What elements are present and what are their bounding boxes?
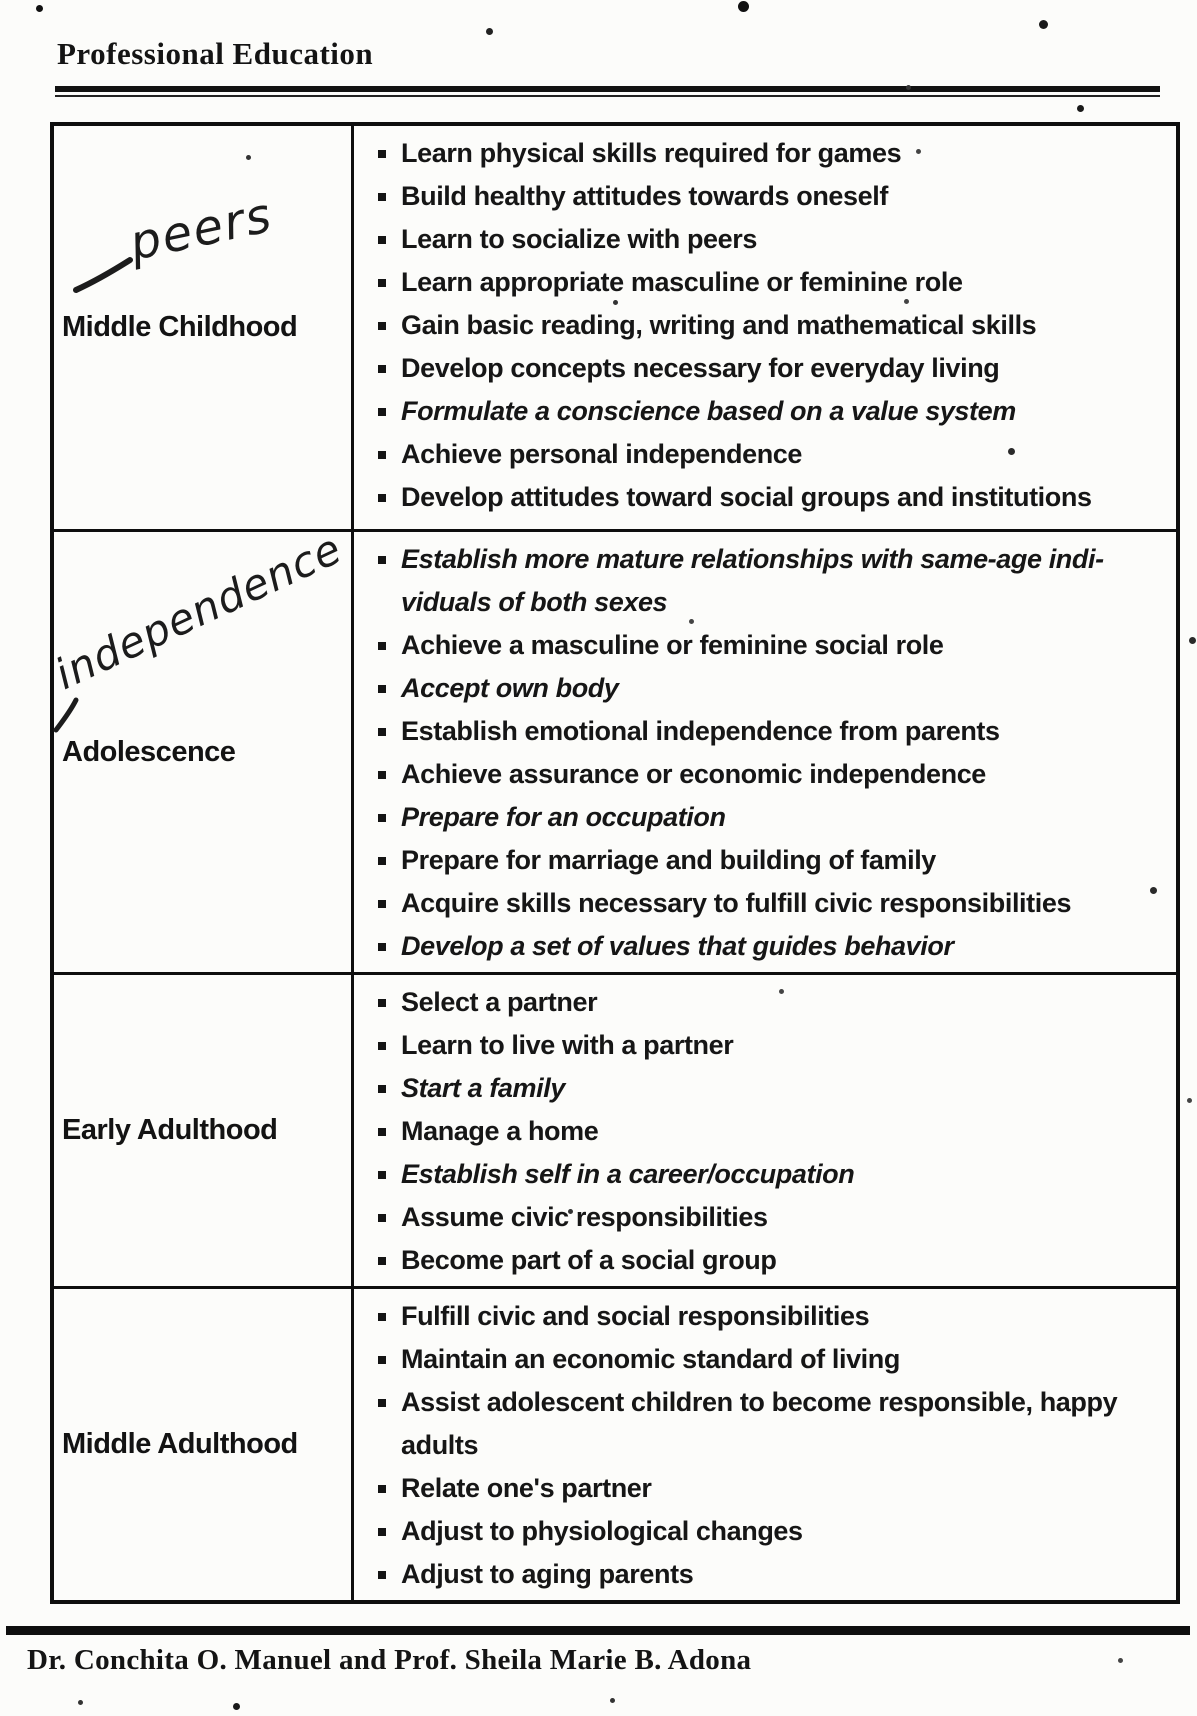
- bullet-square-icon: [378, 150, 386, 158]
- task-text: Adjust to physiological changes: [401, 1516, 803, 1546]
- task-item: [378, 796, 1166, 839]
- handwritten-peers-text: peers: [124, 186, 278, 272]
- task-item: [378, 1196, 1166, 1239]
- task-text: Achieve personal independence: [401, 439, 803, 469]
- task-item: [378, 1024, 1166, 1067]
- task-item: [378, 710, 1166, 753]
- bullet-square-icon: [378, 236, 386, 244]
- bullet-square-icon: [378, 1485, 386, 1493]
- task-item: [378, 1553, 1166, 1596]
- task-text: Adjust to aging parents: [401, 1559, 694, 1589]
- task-text: Fulfill civic and social responsibilities: [401, 1301, 870, 1331]
- bullet-square-icon: [378, 685, 386, 693]
- bullet-square-icon: [378, 322, 386, 330]
- task-text: Maintain an economic standard of living: [401, 1344, 900, 1374]
- task-item: [378, 1110, 1166, 1153]
- task-item: [378, 261, 1166, 304]
- bullet-square-icon: [378, 1214, 386, 1222]
- task-text: Start a family: [401, 1073, 565, 1103]
- task-text: Acquire skills necessary to fulfill civic responsibilities: [401, 888, 1072, 918]
- bullet-square-icon: [378, 814, 386, 822]
- table-row: [54, 972, 1176, 1286]
- footer-rule: [6, 1626, 1190, 1635]
- bullet-square-icon: [378, 900, 386, 908]
- task-item: [378, 476, 1166, 519]
- task-text: Develop concepts necessary for everyday living: [401, 353, 1000, 383]
- tasks-list: [378, 981, 1166, 1282]
- task-text: Establish self in a career/occupation: [401, 1159, 855, 1189]
- bullet-square-icon: [378, 1257, 386, 1265]
- stage-cell: [54, 975, 354, 1286]
- task-text: Relate one's partner: [401, 1473, 652, 1503]
- task-item: [378, 1338, 1166, 1381]
- tasks-cell: [354, 975, 1176, 1286]
- bullet-square-icon: [378, 943, 386, 951]
- bullet-square-icon: [378, 642, 386, 650]
- stage-cell: [54, 1289, 354, 1600]
- task-item: [378, 981, 1166, 1024]
- bullet-square-icon: [378, 193, 386, 201]
- bullet-square-icon: [378, 771, 386, 779]
- bullet-square-icon: [378, 857, 386, 865]
- task-item: [378, 882, 1166, 925]
- bullet-square-icon: [378, 1399, 386, 1407]
- bullet-square-icon: [378, 556, 386, 564]
- task-text: Manage a home: [401, 1116, 599, 1146]
- bullet-square-icon: [378, 494, 386, 502]
- task-text: Accept own body: [401, 673, 619, 703]
- task-text: Establish more mature relationships with same-age indi-viduals of both sexes: [401, 544, 1104, 617]
- tasks-list: [378, 538, 1166, 968]
- task-text: Learn physical skills required for games: [401, 138, 902, 168]
- bullet-square-icon: [378, 451, 386, 459]
- task-item: [378, 1295, 1166, 1338]
- stage-cell: [54, 532, 354, 972]
- stage-cell: [54, 126, 354, 529]
- task-text: Develop attitudes toward social groups and institutions: [401, 482, 1092, 512]
- tasks-cell: [354, 1289, 1176, 1600]
- scan-noise-specks: [0, 0, 5, 5]
- table-row: [54, 1286, 1176, 1600]
- page-title: Professional Education: [57, 36, 374, 71]
- task-text: Assume civic responsibilities: [401, 1202, 768, 1232]
- bullet-square-icon: [378, 1313, 386, 1321]
- task-item: [378, 1467, 1166, 1510]
- header-rule-thin: [55, 95, 1160, 97]
- bullet-square-icon: [378, 365, 386, 373]
- header-rule-thick: [55, 86, 1160, 92]
- bullet-square-icon: [378, 1571, 386, 1579]
- task-text: Learn to live with a partner: [401, 1030, 734, 1060]
- bullet-square-icon: [378, 1528, 386, 1536]
- task-item: [378, 218, 1166, 261]
- bullet-square-icon: [378, 408, 386, 416]
- header-rule: [55, 86, 1160, 97]
- stage-label: Middle Childhood: [62, 311, 298, 344]
- task-item: [378, 347, 1166, 390]
- task-item: [378, 1153, 1166, 1196]
- task-text: Select a partner: [401, 987, 598, 1017]
- footer-credit: Dr. Conchita O. Manuel and Prof. Sheila Marie B. Adona: [27, 1644, 752, 1676]
- bullet-square-icon: [378, 1171, 386, 1179]
- task-text: Prepare for an occupation: [401, 802, 726, 832]
- task-item: [378, 753, 1166, 796]
- task-item: [378, 667, 1166, 710]
- tasks-list: [378, 1295, 1166, 1596]
- bullet-square-icon: [378, 1085, 386, 1093]
- task-item: [378, 175, 1166, 218]
- bullet-square-icon: [378, 728, 386, 736]
- task-item: [378, 433, 1166, 476]
- task-item: [378, 925, 1166, 968]
- task-item: [378, 1381, 1166, 1467]
- handwritten-independence-text: independence: [47, 523, 350, 700]
- task-text: Develop a set of values that guides behavior: [401, 931, 954, 961]
- bullet-square-icon: [378, 1042, 386, 1050]
- bullet-square-icon: [378, 1356, 386, 1364]
- task-text: Assist adolescent children to become responsible, happy adults: [401, 1387, 1118, 1460]
- task-item: [378, 1510, 1166, 1553]
- task-item: [378, 624, 1166, 667]
- task-item: [378, 1067, 1166, 1110]
- task-text: Prepare for marriage and building of family: [401, 845, 936, 875]
- task-text: Achieve assurance or economic independence: [401, 759, 986, 789]
- task-item: [378, 390, 1166, 433]
- table-row: [54, 126, 1176, 529]
- task-item: [378, 538, 1166, 624]
- task-text: Gain basic reading, writing and mathematical skills: [401, 310, 1037, 340]
- stage-label: Early Adulthood: [62, 1114, 278, 1147]
- task-text: Build healthy attitudes towards oneself: [401, 181, 888, 211]
- bullet-square-icon: [378, 1128, 386, 1136]
- task-text: Formulate a conscience based on a value system: [401, 396, 1016, 426]
- tasks-list: [378, 132, 1166, 519]
- task-text: Learn to socialize with peers: [401, 224, 758, 254]
- stage-label: Adolescence: [62, 735, 236, 768]
- task-text: Learn appropriate masculine or feminine role: [401, 267, 963, 297]
- task-text: Achieve a masculine or feminine social role: [401, 630, 944, 660]
- task-text: Become part of a social group: [401, 1245, 777, 1275]
- stage-label: Middle Adulthood: [62, 1428, 298, 1461]
- table-row: [54, 529, 1176, 972]
- task-text: Establish emotional independence from parents: [401, 716, 1000, 746]
- tasks-cell: [354, 532, 1176, 972]
- task-item: [378, 1239, 1166, 1282]
- task-item: [378, 132, 1166, 175]
- tasks-cell: [354, 126, 1176, 529]
- task-item: [378, 839, 1166, 882]
- bullet-square-icon: [378, 999, 386, 1007]
- dev-table: [47, 122, 1180, 1604]
- task-item: [378, 304, 1166, 347]
- bullet-square-icon: [378, 279, 386, 287]
